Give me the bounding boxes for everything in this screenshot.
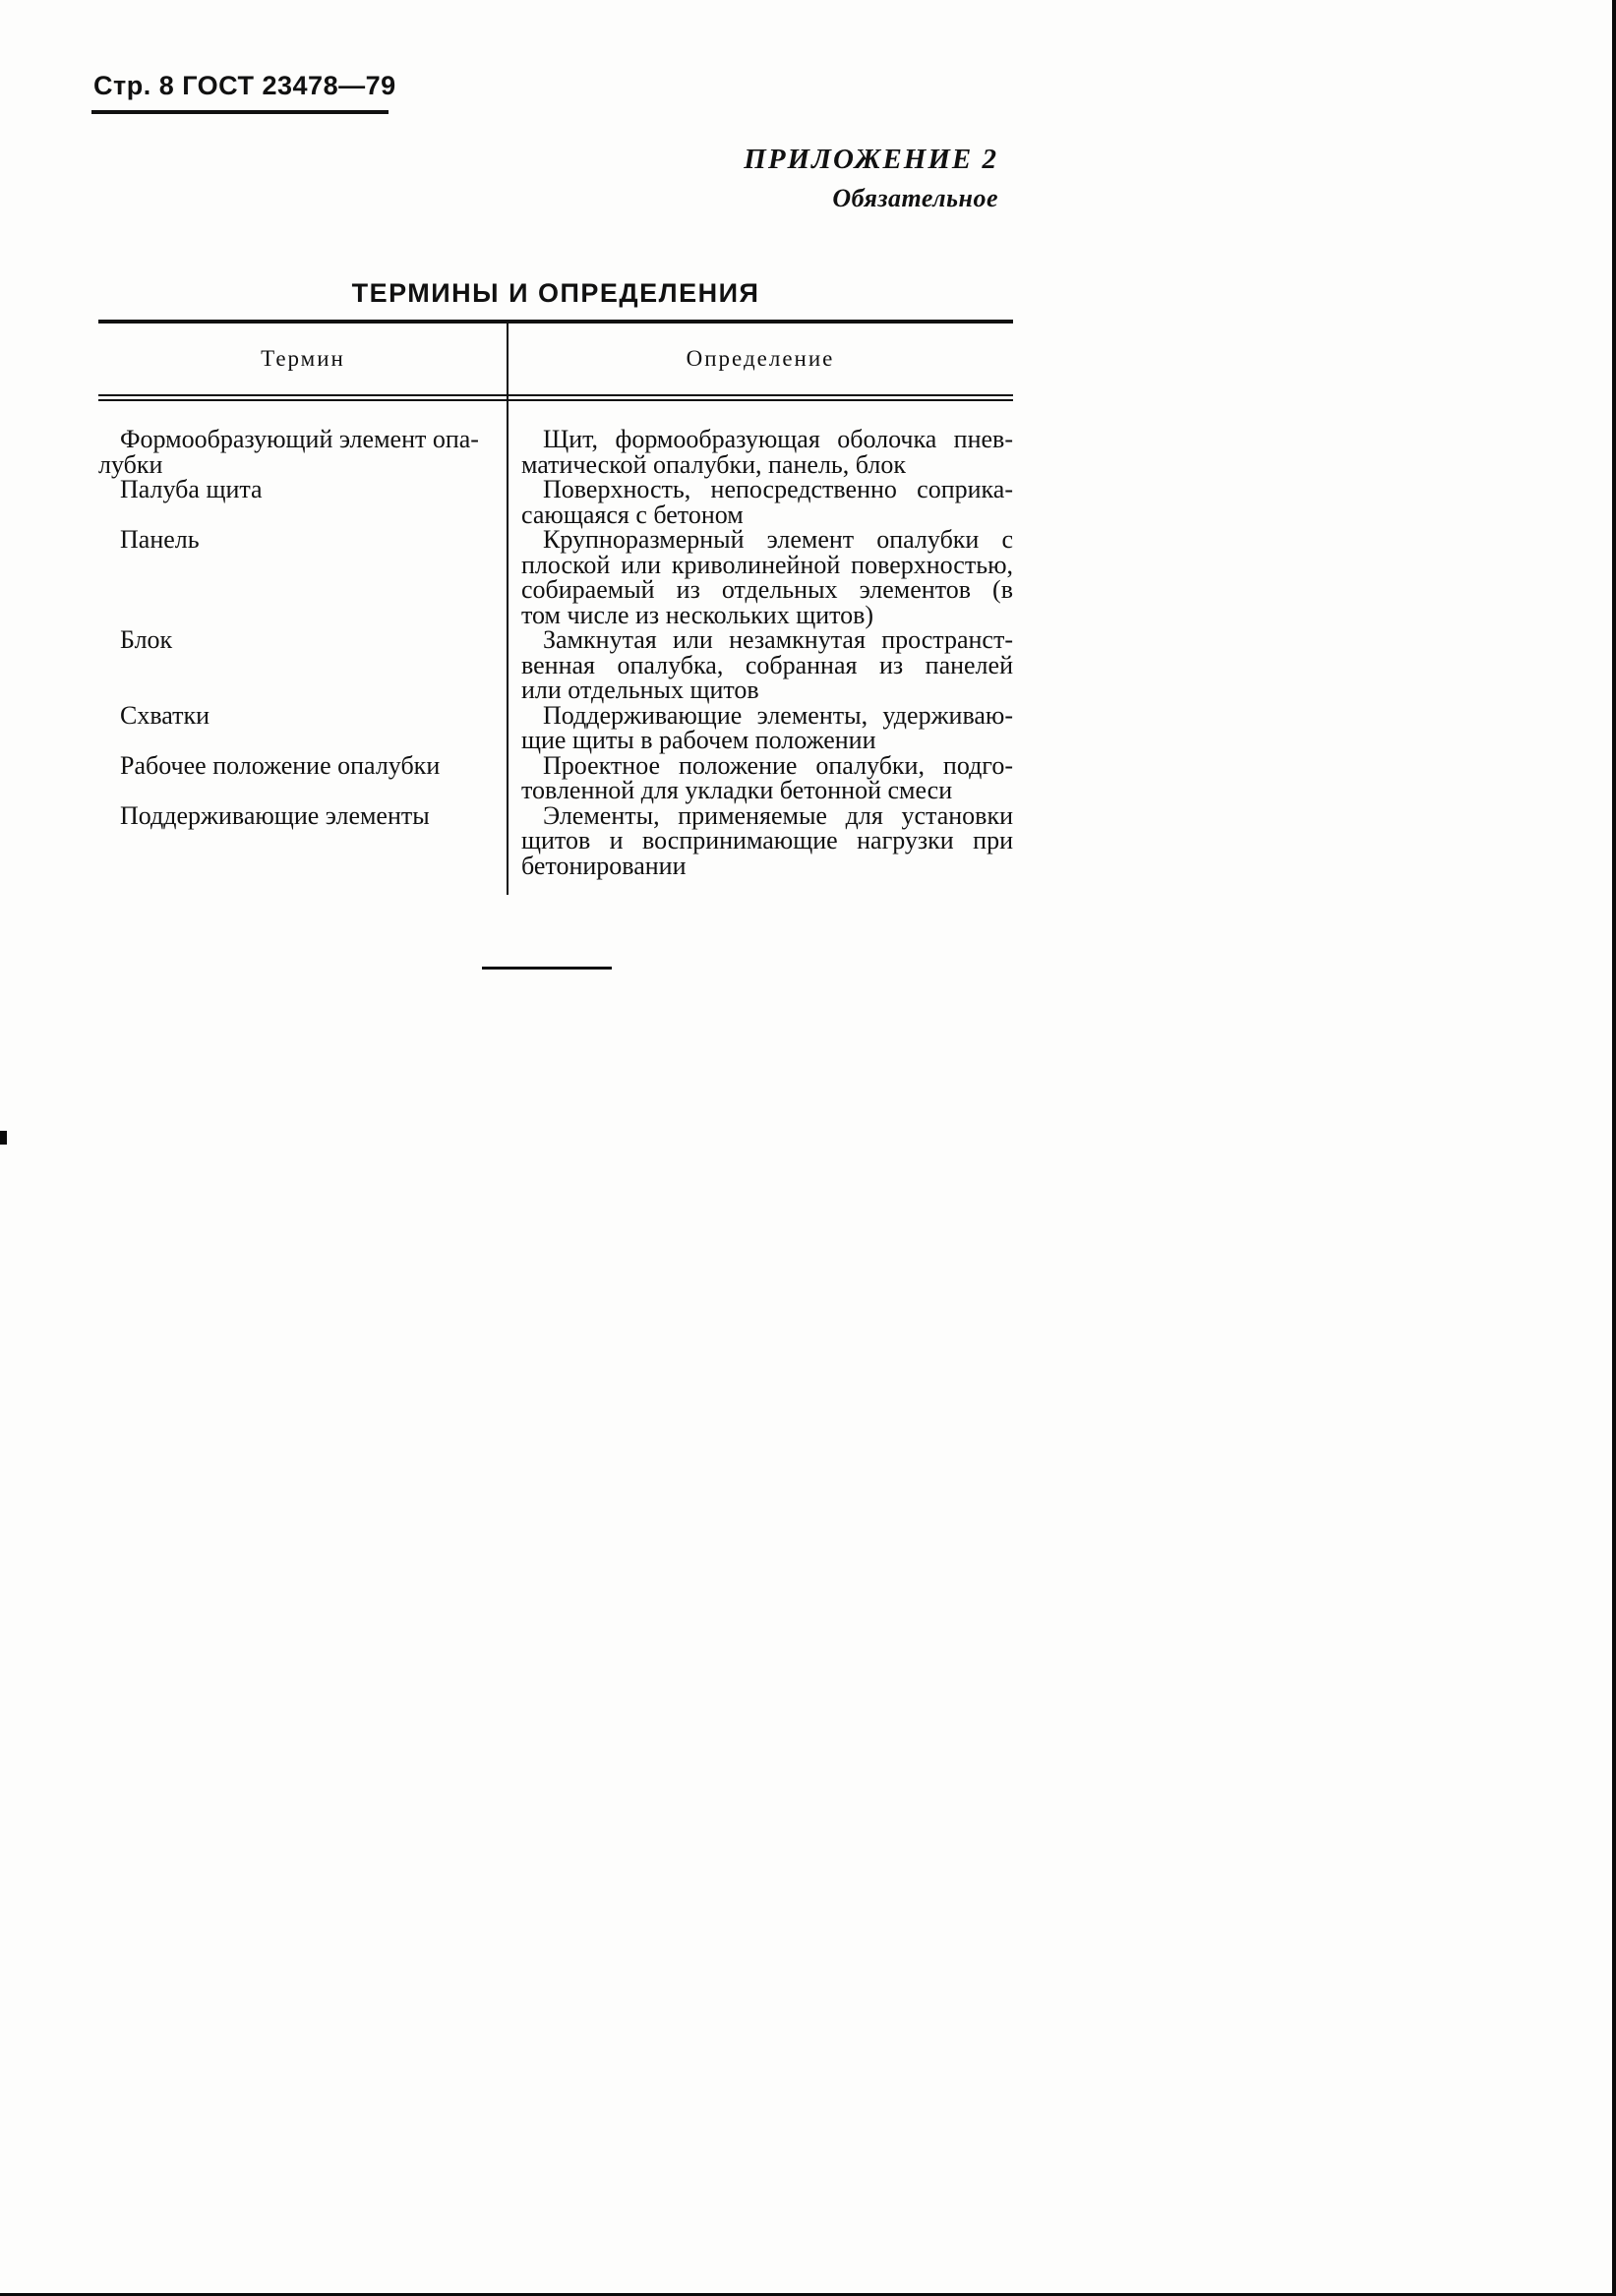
table-header-separator <box>98 394 1013 401</box>
appendix-subtitle: Обязательное <box>832 184 998 212</box>
term-cell <box>98 750 508 803</box>
definition-line: венная опалубка, собранная из панелей <box>521 650 1013 679</box>
definition-cell <box>508 477 1013 527</box>
definition-cell <box>508 627 1013 703</box>
definition-line: Замкнутая или незамкнутая пространст- <box>543 625 1013 654</box>
table-body <box>98 401 1013 878</box>
end-of-document-rule <box>482 967 612 970</box>
definition-line: Щит, формообразующая оболочка пнев- <box>543 425 1013 453</box>
term-cell <box>98 477 508 527</box>
table-row <box>98 800 1013 880</box>
term-cell <box>98 427 508 477</box>
scan-edge-artifact <box>0 1131 7 1145</box>
appendix-block <box>744 144 998 213</box>
definition-line: том числе из нескольких щитов) <box>521 600 874 629</box>
definition-line: Крупноразмерный элемент опалубки с <box>543 525 1013 554</box>
term-cell <box>98 800 508 879</box>
definition-cell <box>508 427 1013 477</box>
definition-line: Поверхность, непосредственно соприка- <box>543 475 1013 503</box>
table-vertical-divider <box>507 324 509 895</box>
definition-line: щитов и воспринимающие нагрузки при <box>521 826 1013 854</box>
table-row <box>98 700 1013 754</box>
definition-line: бетонировании <box>521 851 687 880</box>
table-row <box>98 627 1013 703</box>
table-row <box>98 427 1013 477</box>
term-line: Поддерживающие элементы <box>120 800 430 830</box>
definition-line: сающаяся с бетоном <box>521 500 744 529</box>
term-line: Формообразующий элемент опа- <box>120 425 479 453</box>
term-line: Панель <box>120 525 200 554</box>
column-header-definition: Определение <box>686 346 835 371</box>
definition-line: собираемый из отдельных элементов (в <box>521 575 1013 604</box>
term-cell <box>98 627 508 703</box>
column-header-term: Термин <box>261 346 345 371</box>
page-header-underline <box>91 110 389 114</box>
term-line: Рабочее положение опалубки <box>120 750 441 780</box>
term-line: Палуба щита <box>120 475 263 503</box>
terms-table <box>98 320 1013 878</box>
definition-line: матической опалубки, панель, блок <box>521 449 906 479</box>
definition-cell <box>508 700 1013 754</box>
page-header: Стр. 8 ГОСТ 23478—79 <box>93 71 396 100</box>
term-cell <box>98 527 508 627</box>
definition-cell <box>508 800 1013 880</box>
appendix-title: ПРИЛОЖЕНИЕ 2 <box>744 144 998 175</box>
table-header-row <box>98 324 1013 394</box>
definition-line: плоской или криволинейной поверхностью, <box>521 550 1013 579</box>
definition-line: щие щиты в рабочем положении <box>521 726 876 754</box>
term-line: лубки <box>98 449 163 479</box>
definition-line: Элементы, применяемые для установки <box>543 800 1013 830</box>
table-row <box>98 750 1013 804</box>
term-line: Схватки <box>120 700 210 730</box>
term-line: Блок <box>120 625 173 654</box>
section-title: ТЕРМИНЫ И ОПРЕДЕЛЕНИЯ <box>351 278 760 308</box>
definition-cell <box>508 527 1013 627</box>
table-row <box>98 527 1013 627</box>
definition-cell <box>508 750 1013 804</box>
term-cell <box>98 700 508 753</box>
definition-line: Проектное положение опалубки, подго- <box>543 750 1013 780</box>
table-row <box>98 477 1013 527</box>
definition-line: товленной для укладки бетонной смеси <box>521 776 953 804</box>
definition-line: Поддерживающие элементы, удерживаю- <box>543 700 1013 730</box>
scan-edge-artifact <box>1612 0 1616 2296</box>
definition-line: или отдельных щитов <box>521 676 759 704</box>
